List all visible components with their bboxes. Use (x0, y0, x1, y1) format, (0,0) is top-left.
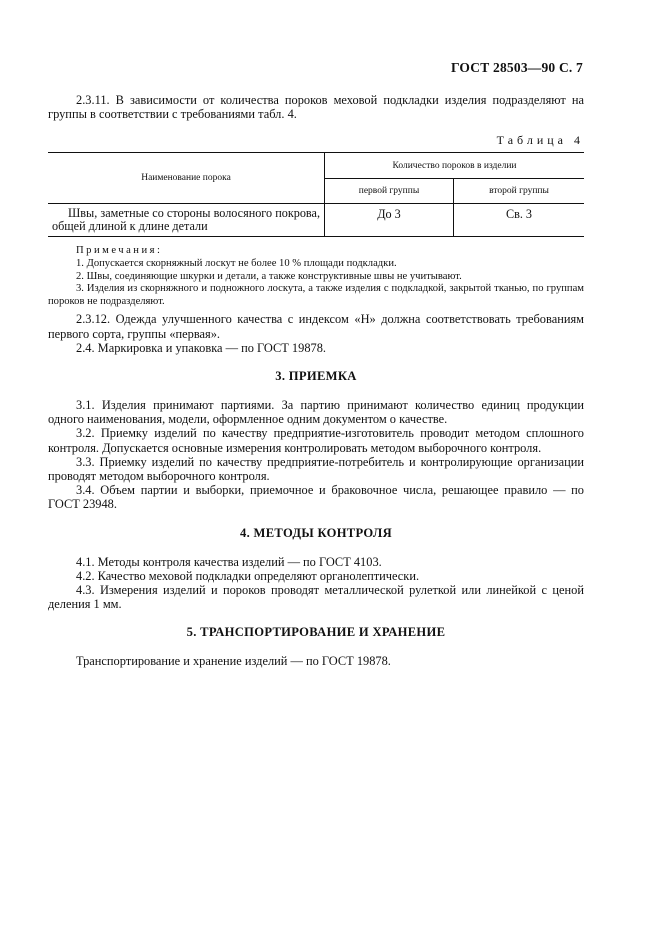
section-5-heading: 5. ТРАНСПОРТИРОВАНИЕ И ХРАНЕНИЕ (186, 625, 446, 640)
cell-defect-name: Швы, заметные со стороны волосяного покрова, общей длиной к длине детали (48, 204, 325, 237)
section-3-heading: 3. ПРИЕМКА (275, 368, 357, 383)
table-header-row (48, 153, 584, 179)
cell-first-group: До 3 (325, 204, 454, 237)
col-header-second: второй группы (489, 186, 549, 197)
paragraph-3-2: 3.2. Приемку изделий по качеству предприятие-изготовитель проводит методом сплошного контроля. Допускается основные измерения контролировать методом выборочного контроля. (48, 426, 584, 455)
table-caption: Таблица 4 (496, 133, 584, 148)
col-header-name: Наименование порока (48, 153, 325, 204)
paragraph-4-3: 4.3. Измерения изделий и пороков проводят металлической рулеткой или линейкой с ценой деления 1 мм. (48, 583, 584, 612)
document-content (48, 93, 584, 669)
paragraph-4-1: 4.1. Методы контроля качества изделий — по ГОСТ 4103. (76, 554, 382, 569)
paragraph-2-3-11: 2.3.11. В зависимости от количества пороков меховой подкладки изделия подразделяют на группы в соответствии с требованиями табл. 4. (48, 93, 584, 122)
paragraph-5: Транспортирование и хранение изделий — по ГОСТ 19878. (76, 654, 391, 669)
paragraph-3-1: 3.1. Изделия принимают партиями. За партию принимают количество единиц продукции одного наименования, модели, оформленное одним документом о качестве. (48, 397, 584, 427)
note-item: 1. Допускается скорняжный лоскут не более 10 % площади подкладки. (76, 258, 397, 269)
note-item: 2. Швы, соединяющие шкурки и детали, а также конструктивные швы не учитывают. (76, 270, 462, 282)
paragraph-3-3: 3.3. Приемку изделий по качеству предприятие-потребитель и контролирующие организации проводят методом выборочного контроля. (48, 454, 584, 483)
note-item: 3. Изделия из скорняжного и подножного лоскута, а также изделия с подкладкой, закрытой тканью, по группам пороков не подразделяют. (48, 283, 584, 307)
table-notes (48, 245, 584, 308)
table-row (48, 204, 584, 237)
paragraph-4-2: 4.2. Качество меховой подкладки определяют органолептически. (76, 568, 420, 583)
col-header-count: Количество пороков в изделии (325, 153, 585, 179)
page-header: ГОСТ 28503—90 С. 7 (450, 60, 583, 75)
paragraph-3-4: 3.4. Объем партии и выборки, приемочное и браковочное числа, решающее правило — по ГОСТ 23948. (48, 483, 584, 512)
paragraph-2-4: 2.4. Маркировка и упаковка — по ГОСТ 19878. (76, 340, 327, 355)
cell-second-group: Св. 3 (505, 207, 533, 222)
notes-title: Примечания: (76, 245, 163, 257)
section-4-heading: 4. МЕТОДЫ КОНТРОЛЯ (240, 525, 392, 540)
paragraph-2-3-12: 2.3.12. Одежда улучшенного качества с индексом «Н» должна соответствовать требованиям первого сорта, группы «первая». (48, 312, 584, 341)
defects-table (48, 152, 584, 237)
col-header-first: первой группы (325, 178, 454, 204)
